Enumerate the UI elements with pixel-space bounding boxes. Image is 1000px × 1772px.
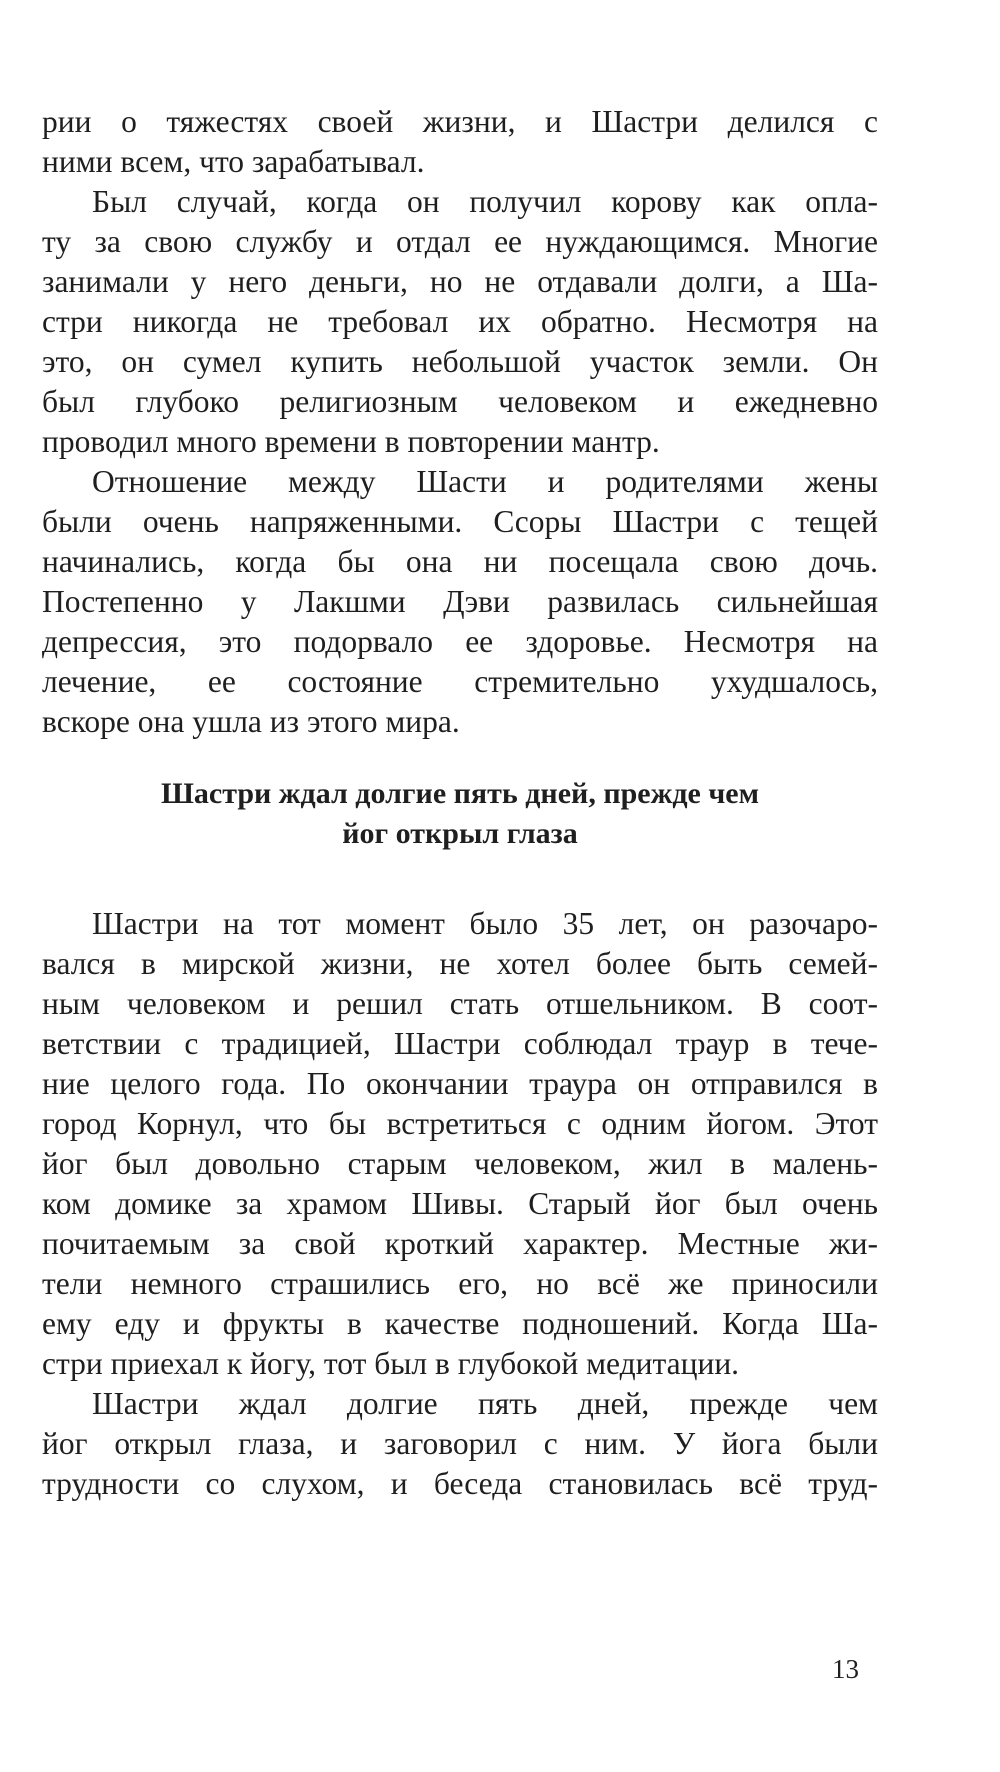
text-line: стри приехал к йогу, тот был в глубокой медитации. <box>42 1346 740 1381</box>
text-line: Шастри ждал долгие пять дней, прежде чем <box>92 1386 878 1421</box>
text-line: йог открыл глаза, и заговорил с ним. У йога были <box>42 1426 878 1461</box>
text-line: были очень напряженными. Ссоры Шастри с тещей <box>42 504 878 539</box>
text-line: ними всем, что зарабатывал. <box>42 144 425 179</box>
text-line: йог был довольно старым человеком, жил в малень- <box>42 1146 878 1181</box>
text-line: вскоре она ушла из этого мира. <box>42 704 460 739</box>
text-line: это, он сумел купить небольшой участок земли. Он <box>42 344 878 379</box>
text-line: проводил много времени в повторении мантр. <box>42 424 660 459</box>
text-line: вался в мирской жизни, не хотел более быть семей- <box>42 946 878 981</box>
text-line: ту за свою службу и отдал ее нуждающимся. Многие <box>42 224 878 259</box>
text-line: ным человеком и решил стать отшельником. В соот- <box>42 986 878 1021</box>
section-heading-line: Шастри ждал долгие пять дней, прежде чем <box>160 777 760 810</box>
text-line: рии о тяжестях своей жизни, и Шастри делился с <box>42 104 878 139</box>
text-line: лечение, ее состояние стремительно ухудшалось, <box>42 664 878 699</box>
text-line: трудности со слухом, и беседа становилась всё труд- <box>42 1466 878 1501</box>
text-line: стри никогда не требовал их обратно. Несмотря на <box>42 304 878 339</box>
page-number: 13 <box>832 1654 859 1684</box>
text-line: Постепенно у Лакшми Дэви развилась сильнейшая <box>42 584 878 619</box>
text-line: Отношение между Шасти и родителями жены <box>92 464 878 499</box>
text-line: почитаемым за свой кроткий характер. Местные жи- <box>42 1226 878 1261</box>
text-line: занимали у него деньги, но не отдавали долги, а Ша- <box>42 264 878 299</box>
text-line: город Корнул, что бы встретиться с одним йогом. Этот <box>42 1106 878 1141</box>
text-line: ние целого года. По окончании траура он отправился в <box>42 1066 878 1101</box>
text-line: ему еду и фрукты в качестве подношений. Когда Ша- <box>42 1306 878 1341</box>
text-line: ветствии с традицией, Шастри соблюдал траур в тече- <box>42 1026 878 1061</box>
text-line: Был случай, когда он получил корову как опла- <box>92 184 878 219</box>
section-heading-line: йог открыл глаза <box>342 817 578 850</box>
text-line: был глубоко религиозным человеком и ежедневно <box>42 384 878 419</box>
text-line: тели немного страшились его, но всё же приносили <box>42 1266 878 1301</box>
text-line: начинались, когда бы она ни посещала свою дочь. <box>42 544 878 579</box>
text-line: депрессия, это подорвало ее здоровье. Несмотря на <box>42 624 878 659</box>
text-line: Шастри на тот момент было 35 лет, он разочаро- <box>92 906 878 941</box>
text-line: ком домике за храмом Шивы. Старый йог был очень <box>42 1186 878 1221</box>
